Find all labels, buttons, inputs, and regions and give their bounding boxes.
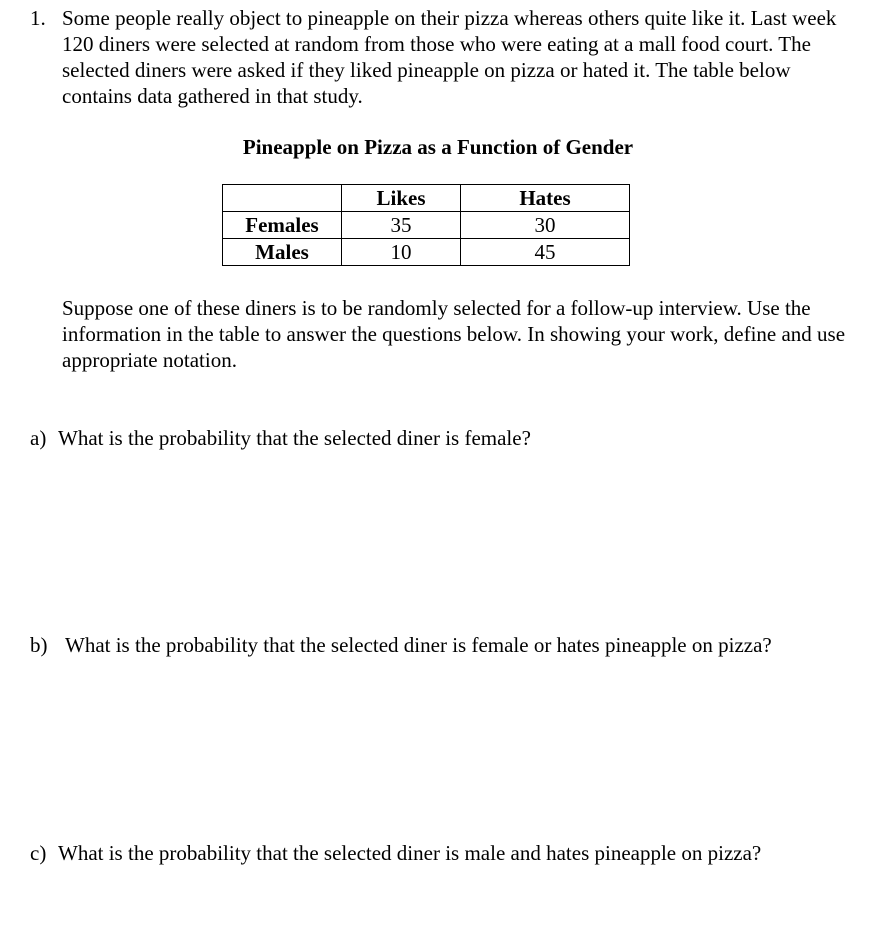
table-header-hates: Hates bbox=[461, 185, 630, 212]
question-c-text: What is the probability that the selected diner is male and hates pineapple on pizza? bbox=[58, 841, 762, 865]
question-b-letter: b) bbox=[30, 633, 48, 657]
question-b bbox=[30, 632, 772, 658]
question-a-text: What is the probability that the selected diner is female? bbox=[58, 426, 531, 450]
row-label-males: Males bbox=[223, 239, 342, 266]
cell-males-likes: 10 bbox=[342, 239, 461, 266]
question-b-text: What is the probability that the selected diner is female or hates pineapple on pizza? bbox=[65, 633, 772, 657]
cell-males-hates: 45 bbox=[461, 239, 630, 266]
question-c-letter: c) bbox=[30, 841, 47, 865]
table-row bbox=[223, 212, 630, 239]
table-header-empty bbox=[223, 185, 342, 212]
cell-females-likes: 35 bbox=[342, 212, 461, 239]
row-label-females: Females bbox=[223, 212, 342, 239]
question-a-letter: a) bbox=[30, 426, 47, 450]
question-c bbox=[30, 840, 761, 866]
problem-intro: Some people really object to pineapple on their pizza whereas others quite like it. Last week 120 diners were selected at random from those who were eating at a mall food court. The selected diners were asked if they liked pineapple on pizza or hated it. The table below contains data gathered in that study. bbox=[62, 6, 837, 108]
data-table bbox=[222, 184, 630, 266]
question-a bbox=[30, 425, 531, 451]
problem-number: 1. bbox=[30, 6, 46, 30]
instructions: Suppose one of these diners is to be randomly selected for a follow-up interview. Use the information in the table to answer the questions below. In showing your work, define and use appropriate notation. bbox=[62, 296, 846, 372]
cell-females-hates: 30 bbox=[461, 212, 630, 239]
table-title: Pineapple on Pizza as a Function of Gender bbox=[242, 135, 634, 159]
table-row bbox=[223, 239, 630, 266]
table-header-likes: Likes bbox=[342, 185, 461, 212]
table-header-row bbox=[223, 185, 630, 212]
